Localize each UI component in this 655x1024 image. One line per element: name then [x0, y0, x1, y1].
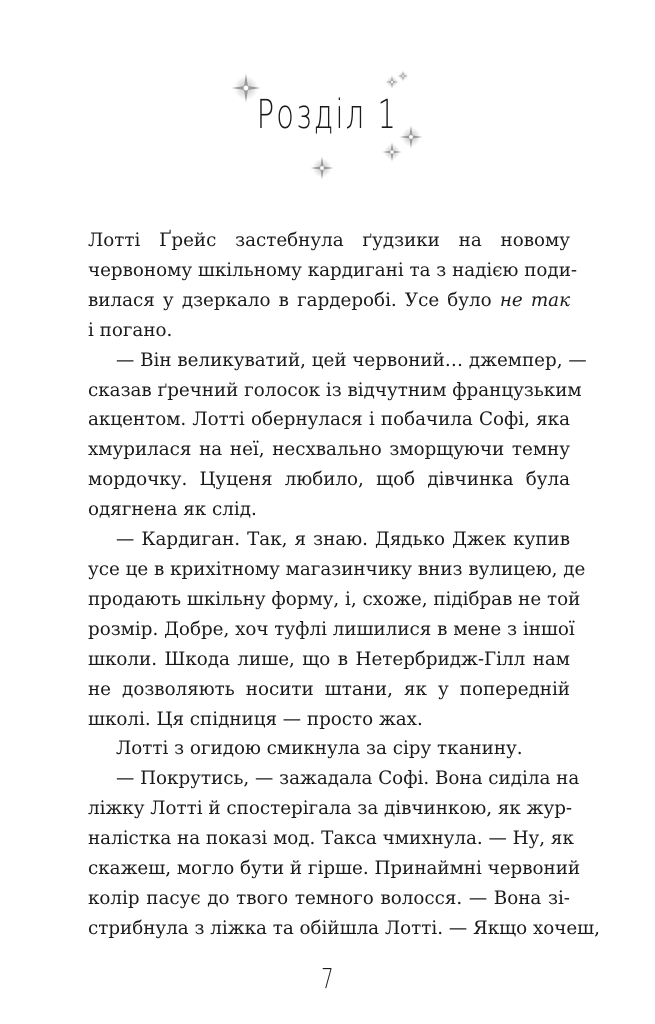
chapter-title: Розділ 1	[256, 92, 398, 138]
sparkle-icon	[385, 75, 398, 88]
text-line: — Покрутись, — зажадала Софі. Вона сиділа на	[116, 768, 580, 790]
text-line: колір пасує до твого темного волосся. — Вона зі-	[88, 887, 570, 909]
chapter-heading	[0, 0, 655, 200]
text-line: — Він великуватий, цей червоний… джемпер, —	[116, 349, 587, 371]
text-line: червоному шкільному кардигані та з надією поди-	[88, 259, 578, 281]
text-line: усе це в крихітному магазинчику вниз вулицею, де	[88, 558, 586, 580]
text-line: продають шкільну форму, і, схоже, підібрав не той	[88, 588, 581, 610]
text-line: ліжку Лотті й спостерігала за дівчинкою, як жур-	[88, 798, 573, 820]
text-line: акцентом. Лотті обернулася і побачила Софі, яка	[88, 409, 570, 431]
chapter-text	[88, 226, 600, 944]
text-line: і погано.	[88, 319, 173, 341]
text-line: хмурилася на неї, несхвально зморщуючи темну	[88, 439, 570, 461]
text-line: Лотті з огидою смикнула за сіру тканину.	[116, 738, 523, 760]
sparkle-icon	[382, 142, 401, 161]
page-number: 7	[321, 962, 334, 995]
text-line-part: вилася у дзеркало в гардеробі. Усе було	[88, 289, 500, 311]
text-line: сказав ґречний голосок із відчутним французьким	[88, 379, 582, 401]
text-line: не дозволяють носити штани, як у попередній	[88, 678, 570, 700]
sparkle-icon	[311, 157, 334, 180]
text-line: розмір. Добре, хоч туфлі лишилися в мене з іншої	[88, 618, 575, 640]
text-line: Лотті Ґрейс застебнула ґудзики на новому	[88, 230, 570, 251]
text-line: одягнена як слід.	[88, 499, 257, 521]
text-line: — Кардиган. Так, я знаю. Дядько Джек купив	[116, 529, 570, 551]
emphasized-text: не так	[499, 289, 570, 311]
text-line: мордочку. Цуценя любило, щоб дівчинка була	[88, 469, 570, 491]
text-line: стрибнула з ліжка та обійшла Лотті. — Якщо хочеш,	[88, 917, 600, 939]
text-line	[88, 286, 570, 316]
sparkle-icon	[398, 71, 409, 82]
text-line: школі. Ця спідниця — просто жах.	[88, 708, 423, 730]
text-line: скажеш, могло бути й гірше. Принаймні червоний	[88, 858, 581, 880]
text-line: налістка на показі мод. Такса чмихнула. — Ну, як	[88, 828, 574, 850]
text-line: школи. Шкода лише, що в Нетербридж-Гілл нам	[88, 648, 570, 670]
